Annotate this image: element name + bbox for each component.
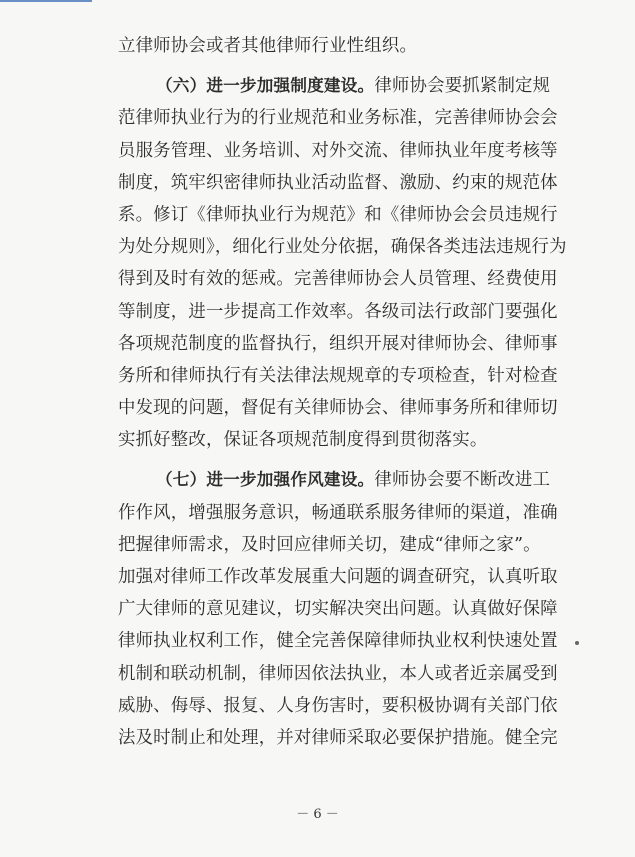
top-line: 立律师协会或者其他律师行业性组织。	[118, 36, 418, 56]
section-6-line: 为处分规则》，细化行业处分依据，确保各类违法违规行为	[118, 237, 567, 258]
section-6-line: 得到及时有效的惩戒。完善律师协会人员管理、经费使用	[118, 269, 558, 290]
paragraph-gap	[118, 456, 568, 464]
page-number: － 6 －	[296, 807, 339, 822]
section-6-first-line-text: 律师协会要抓紧制定规	[374, 76, 551, 97]
top-edge-mark	[0, 0, 92, 2]
section-6-line: 实抓好整改，保证各项规范制度得到贯彻落实。	[118, 430, 488, 451]
section-6-line: 务所和律师执行有关法律法规规章的专项检查，针对检查	[118, 365, 558, 386]
section-6-line: 系。修订《律师执业行为规范》和《律师协会会员违规行	[118, 204, 558, 225]
section-7-line: 广大律师的意见建议，切实解决突出问题。认真做好保障	[118, 599, 558, 620]
section-7-line: 加强对律师工作改革发展重大问题的调查研究，认真听取	[118, 567, 558, 587]
paragraph-gap	[118, 62, 568, 70]
section-7-line: 法及时制止和处理，并对律师采取必要保护措施。健全完	[118, 727, 558, 748]
section-6-first-line	[118, 70, 568, 102]
section-7-line: 机制和联动机制，律师因依法执业，本人或者近亲属受到	[118, 663, 558, 684]
section-6-heading: （六）进一步加强制度建设。	[156, 76, 375, 96]
section-7-line: 律师执业权利工作，健全完善保障律师执业权利快速处置	[118, 631, 558, 652]
margin-dot	[575, 641, 579, 645]
section-7-line: 把握律师需求，及时回应律师关切，建成“律师之家”。	[118, 534, 541, 555]
section-7-first-line	[118, 464, 568, 496]
section-6-line: 制度，筑牢织密律师执业活动监督、激励、约束的规范体	[118, 172, 558, 193]
section-7-line: 作作风，增强服务意识，畅通联系服务律师的渠道，准确	[118, 502, 558, 523]
document-page	[118, 30, 568, 754]
section-6-line: 中发现的问题，督促有关律师协会、律师事务所和律师切	[118, 398, 558, 419]
section-7-line: 威胁、侮辱、报复、人身伤害时，要积极协调有关部门依	[118, 695, 558, 716]
section-7-first-line-text: 律师协会要不断改进工	[374, 470, 551, 491]
section-6-line: 员服务管理、业务培训、对外交流、律师执业年度考核等	[118, 140, 558, 161]
section-7-heading: （七）进一步加强作风建设。	[156, 470, 375, 490]
section-6-line: 各项规范制度的监督执行，组织开展对律师协会、律师事	[118, 333, 558, 354]
section-6-line: 范律师执业行为的行业规范和业务标准，完善律师协会会	[118, 108, 558, 129]
section-6-line: 等制度，进一步提高工作效率。各级司法行政部门要强化	[118, 301, 558, 322]
